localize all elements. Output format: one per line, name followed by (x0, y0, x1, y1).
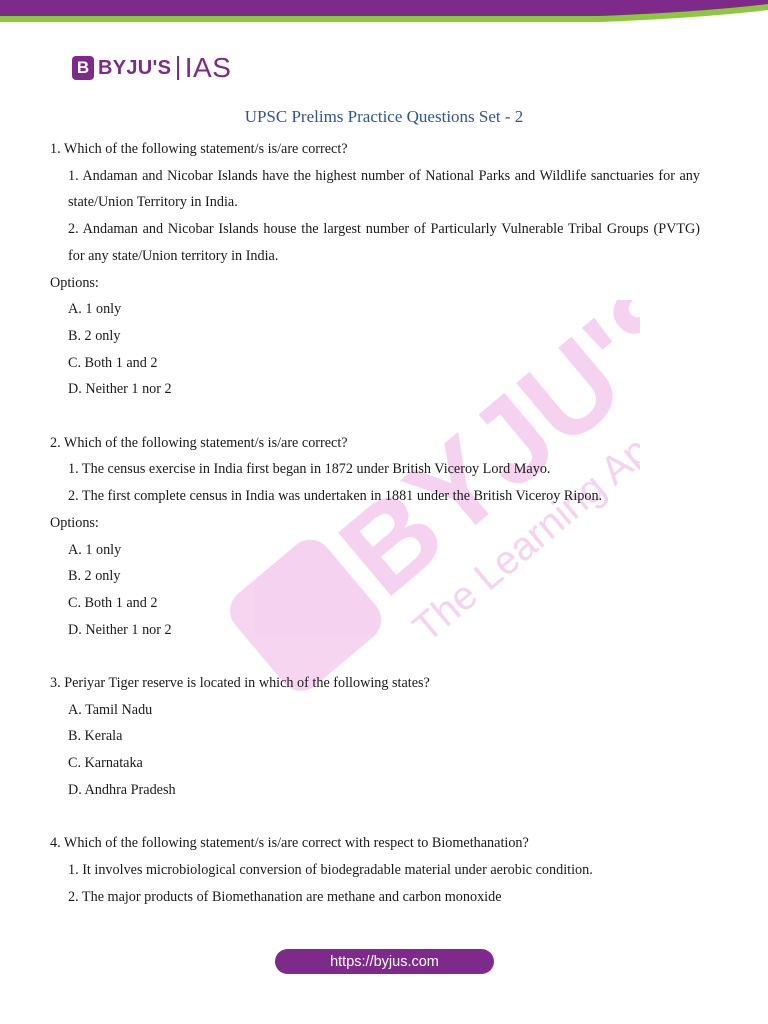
question-3: 3. Periyar Tiger reserve is located in which of the following states? (50, 675, 430, 692)
option: A. Tamil Nadu (68, 701, 153, 718)
options-label: Options: (50, 514, 99, 531)
options-label: Options: (50, 274, 99, 291)
byjus-ias-logo (72, 52, 231, 84)
statement: 2. Andaman and Nicobar Islands house the largest number of Particularly Vulnerable Tribal Groups (PVTG) for any state/Union territory in India. (68, 221, 700, 264)
option: A. 1 only (68, 541, 122, 558)
question-2: 2. Which of the following statement/s is/are correct? (50, 434, 348, 451)
option: D. Neither 1 nor 2 (68, 381, 172, 398)
logo-divider (177, 56, 179, 80)
option: D. Neither 1 nor 2 (68, 621, 172, 638)
logo-name: BYJU'S (98, 56, 172, 79)
logo-suffix: IAS (184, 52, 232, 83)
byjus-b-icon: B (72, 56, 94, 80)
option: C. Both 1 and 2 (68, 354, 158, 371)
watermark-tagline: The Learning App (404, 413, 640, 651)
option: C. Karnataka (68, 755, 143, 772)
watermark-name: BYJU'S (315, 300, 640, 621)
website-link-button[interactable]: https://byjus.com (275, 949, 494, 974)
question-1: 1. Which of the following statement/s is/are correct? (50, 141, 348, 157)
question-list (50, 136, 700, 910)
statement: 1. Andaman and Nicobar Islands have the highest number of National Parks and Wildlife sanctuaries for any state/Union Territory in India. (68, 167, 700, 211)
statement: 1. It involves microbiological conversion of biodegradable material under aerobic condition. (68, 861, 593, 878)
statement: 1. The census exercise in India first began in 1872 under British Viceroy Lord Mayo. (68, 461, 551, 478)
option: A. 1 only (68, 301, 122, 318)
option: D. Andhra Pradesh (68, 781, 176, 798)
page-title: UPSC Prelims Practice Questions Set - 2 (244, 107, 524, 126)
statement: 2. The first complete census in India was undertaken in 1881 under the British Viceroy Ripon. (68, 488, 603, 505)
option: C. Both 1 and 2 (68, 594, 158, 611)
header-band (0, 0, 768, 26)
option: B. 2 only (68, 327, 121, 344)
question-4: 4. Which of the following statement/s is/are correct with respect to Biomethanation? (50, 835, 529, 852)
statement: 2. The major products of Biomethanation are methane and carbon monoxide (68, 888, 502, 905)
option: B. Kerala (68, 728, 123, 745)
option: B. 2 only (68, 568, 121, 585)
